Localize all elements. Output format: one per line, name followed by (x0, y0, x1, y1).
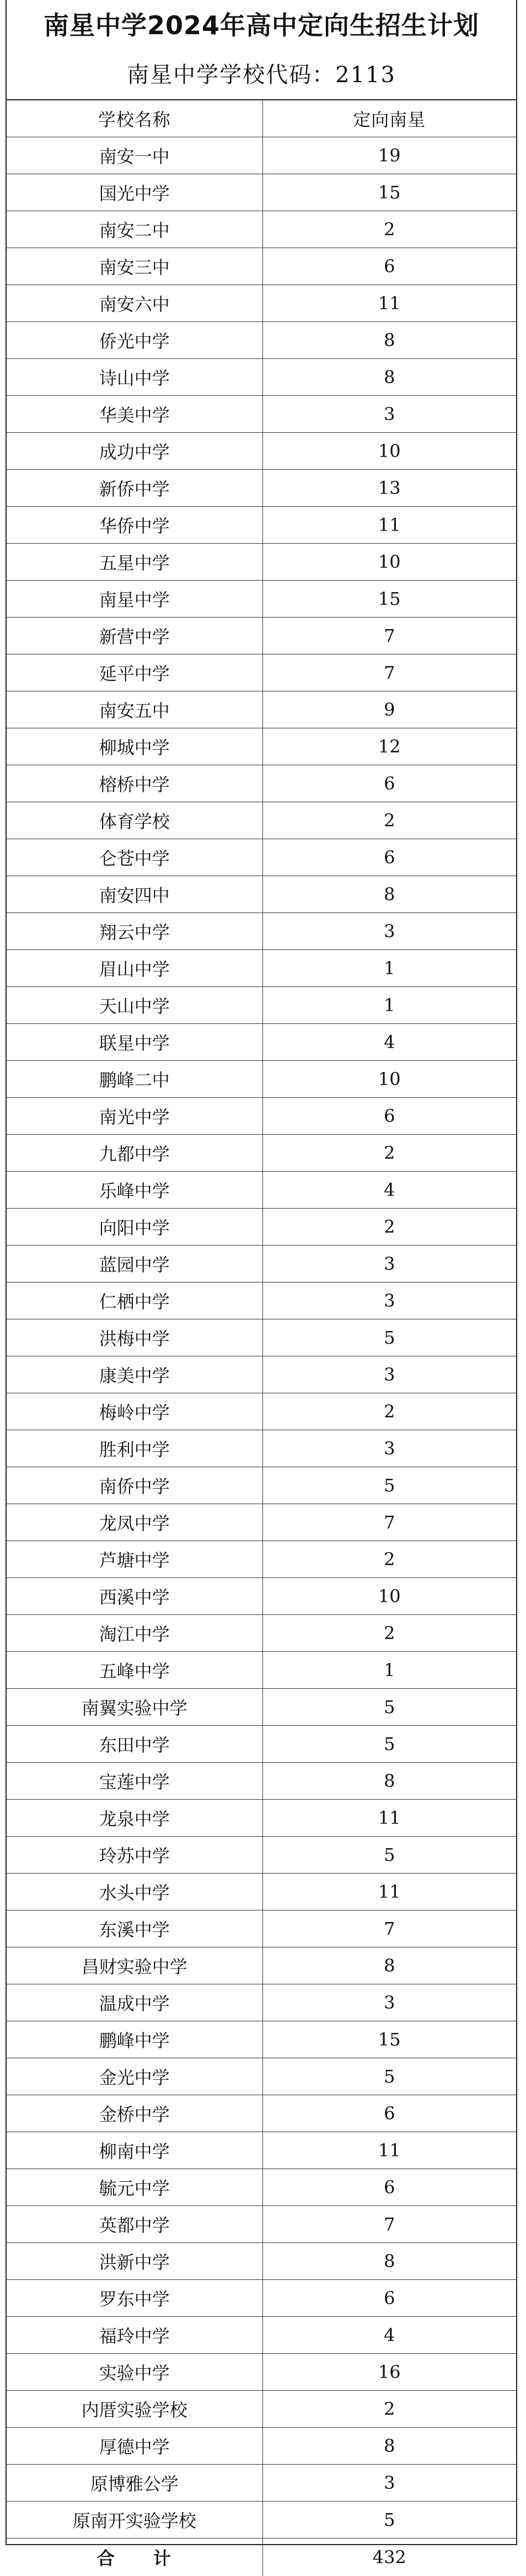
school-name-cell: 芦塘中学 (7, 1541, 262, 1578)
quota-cell: 2 (262, 1135, 516, 1172)
table-row (7, 1910, 516, 1947)
table-row (7, 2502, 516, 2539)
table-row (7, 2132, 516, 2169)
table-row (7, 1319, 516, 1356)
school-name-cell: 成功中学 (7, 433, 262, 470)
quota-cell: 6 (262, 2280, 516, 2317)
quota-cell: 12 (262, 728, 516, 765)
table-row (7, 2021, 516, 2058)
school-name-cell: 柳南中学 (7, 2132, 262, 2169)
table-row (7, 1024, 516, 1061)
quota-cell: 5 (262, 2058, 516, 2095)
school-name-cell: 金光中学 (7, 2058, 262, 2095)
quota-cell: 4 (262, 2317, 516, 2354)
quota-cell: 3 (262, 1984, 516, 2021)
school-name-cell: 东溪中学 (7, 1910, 262, 1947)
table-row (7, 507, 516, 544)
table-row (7, 2206, 516, 2243)
enrollment-table (7, 100, 516, 2576)
school-code-subtitle: 南星中学学校代码：2113 (7, 51, 516, 100)
quota-cell: 10 (262, 544, 516, 581)
table-row (7, 1578, 516, 1615)
school-name-cell: 金桥中学 (7, 2095, 262, 2132)
school-name-cell: 实验中学 (7, 2354, 262, 2391)
table-row (7, 728, 516, 765)
quota-cell: 2 (262, 1615, 516, 1652)
school-name-cell: 英都中学 (7, 2206, 262, 2243)
school-name-cell: 龙泉中学 (7, 1800, 262, 1837)
table-row (7, 1984, 516, 2021)
total-label: 合 计 (7, 2539, 262, 2576)
table-row (7, 2169, 516, 2206)
quota-cell: 15 (262, 174, 516, 211)
quota-cell: 3 (262, 1356, 516, 1393)
page-title: 南星中学2024年高中定向生招生计划 (7, 0, 516, 51)
quota-cell: 6 (262, 1098, 516, 1135)
quota-cell: 3 (262, 1282, 516, 1319)
quota-cell: 9 (262, 691, 516, 728)
quota-cell: 2 (262, 1209, 516, 1246)
quota-cell: 7 (262, 618, 516, 654)
quota-cell: 19 (262, 137, 516, 174)
school-name-cell: 九都中学 (7, 1135, 262, 1172)
table-row (7, 1282, 516, 1319)
school-name-cell: 福玲中学 (7, 2317, 262, 2354)
quota-cell: 3 (262, 1430, 516, 1467)
school-name-cell: 南光中学 (7, 1098, 262, 1135)
school-name-cell: 厚德中学 (7, 2428, 262, 2465)
table-row (7, 544, 516, 581)
school-name-cell: 东田中学 (7, 1726, 262, 1763)
table-row (7, 1541, 516, 1578)
quota-cell: 11 (262, 1800, 516, 1837)
quota-cell: 5 (262, 1837, 516, 1874)
quota-cell: 7 (262, 2206, 516, 2243)
school-name-cell: 梅岭中学 (7, 1393, 262, 1430)
school-name-cell: 南侨中学 (7, 1467, 262, 1504)
table-row (7, 2465, 516, 2502)
school-name-cell: 鹏峰中学 (7, 2021, 262, 2058)
quota-cell: 7 (262, 1504, 516, 1541)
school-name-cell: 南安四中 (7, 876, 262, 913)
table-row (7, 802, 516, 839)
school-name-cell: 柳城中学 (7, 728, 262, 765)
table-row (7, 1135, 516, 1172)
school-name-cell: 仁栖中学 (7, 1282, 262, 1319)
quota-cell: 2 (262, 211, 516, 248)
school-name-cell: 洪梅中学 (7, 1319, 262, 1356)
table-row (7, 2095, 516, 2132)
table-row (7, 2243, 516, 2280)
table-row (7, 211, 516, 248)
table-row (7, 913, 516, 950)
school-name-cell: 原南开实验学校 (7, 2502, 262, 2539)
quota-cell: 2 (262, 802, 516, 839)
school-name-cell: 南翼实验中学 (7, 1689, 262, 1726)
quota-cell: 8 (262, 2428, 516, 2465)
quota-cell: 15 (262, 581, 516, 618)
quota-cell: 3 (262, 1246, 516, 1282)
table-row (7, 137, 516, 174)
quota-cell: 8 (262, 322, 516, 359)
school-name-cell: 南安三中 (7, 248, 262, 285)
school-name-cell: 内厝实验学校 (7, 2391, 262, 2428)
table-row (7, 839, 516, 876)
school-name-cell: 洪新中学 (7, 2243, 262, 2280)
quota-cell: 4 (262, 1024, 516, 1061)
school-name-cell: 淘江中学 (7, 1615, 262, 1652)
quota-cell: 7 (262, 1910, 516, 1947)
table-row (7, 1172, 516, 1209)
table-row (7, 1209, 516, 1246)
quota-cell: 8 (262, 876, 516, 913)
table-row (7, 433, 516, 470)
school-name-cell: 体育学校 (7, 802, 262, 839)
school-name-cell: 翔云中学 (7, 913, 262, 950)
table-row (7, 1726, 516, 1763)
table-row (7, 1246, 516, 1282)
school-name-cell: 眉山中学 (7, 950, 262, 987)
table-header-row (7, 100, 516, 137)
quota-cell: 2 (262, 1541, 516, 1578)
school-name-cell: 南安五中 (7, 691, 262, 728)
table-row (7, 1763, 516, 1800)
quota-cell: 6 (262, 2095, 516, 2132)
quota-cell: 1 (262, 950, 516, 987)
quota-cell: 16 (262, 2354, 516, 2391)
school-name-cell: 蓝园中学 (7, 1246, 262, 1282)
school-name-cell: 新营中学 (7, 618, 262, 654)
school-name-cell: 胜利中学 (7, 1430, 262, 1467)
quota-cell: 5 (262, 2502, 516, 2539)
quota-cell: 8 (262, 2243, 516, 2280)
quota-cell: 10 (262, 1061, 516, 1098)
school-name-cell: 国光中学 (7, 174, 262, 211)
quota-cell: 4 (262, 1172, 516, 1209)
quota-cell: 11 (262, 2132, 516, 2169)
school-name-cell: 龙凤中学 (7, 1504, 262, 1541)
school-name-cell: 延平中学 (7, 654, 262, 691)
table-row (7, 2317, 516, 2354)
school-name-cell: 诗山中学 (7, 359, 262, 396)
table-row (7, 1652, 516, 1689)
school-name-cell: 南安一中 (7, 137, 262, 174)
table-row (7, 876, 516, 913)
table-row (7, 1800, 516, 1837)
table-row (7, 359, 516, 396)
table-row (7, 2058, 516, 2095)
school-name-cell: 五峰中学 (7, 1652, 262, 1689)
header-quota: 定向南星 (262, 100, 516, 137)
table-row (7, 1356, 516, 1393)
school-name-cell: 温成中学 (7, 1984, 262, 2021)
quota-cell: 11 (262, 507, 516, 544)
quota-cell: 6 (262, 2169, 516, 2206)
school-name-cell: 仑苍中学 (7, 839, 262, 876)
table-row (7, 950, 516, 987)
table-row (7, 1098, 516, 1135)
school-name-cell: 玲苏中学 (7, 1837, 262, 1874)
quota-cell: 8 (262, 359, 516, 396)
quota-cell: 6 (262, 248, 516, 285)
school-name-cell: 宝莲中学 (7, 1763, 262, 1800)
school-name-cell: 水头中学 (7, 1874, 262, 1910)
school-name-cell: 南星中学 (7, 581, 262, 618)
table-row (7, 1947, 516, 1984)
school-name-cell: 西溪中学 (7, 1578, 262, 1615)
table-row (7, 1689, 516, 1726)
quota-cell: 5 (262, 1689, 516, 1726)
enrollment-plan-document (6, 0, 517, 2545)
table-row (7, 765, 516, 802)
quota-cell: 1 (262, 1652, 516, 1689)
school-name-cell: 新侨中学 (7, 470, 262, 507)
total-row (7, 2539, 516, 2576)
table-body (7, 137, 516, 2539)
table-row (7, 2428, 516, 2465)
table-row (7, 691, 516, 728)
quota-cell: 7 (262, 654, 516, 691)
quota-cell: 15 (262, 2021, 516, 2058)
table-row (7, 2354, 516, 2391)
quota-cell: 6 (262, 765, 516, 802)
quota-cell: 8 (262, 1763, 516, 1800)
school-name-cell: 榕桥中学 (7, 765, 262, 802)
table-row (7, 1874, 516, 1910)
school-name-cell: 天山中学 (7, 987, 262, 1024)
school-name-cell: 原博雅公学 (7, 2465, 262, 2502)
quota-cell: 10 (262, 1578, 516, 1615)
table-row (7, 1837, 516, 1874)
table-row (7, 618, 516, 654)
table-row (7, 2391, 516, 2428)
school-name-cell: 向阳中学 (7, 1209, 262, 1246)
school-name-cell: 毓元中学 (7, 2169, 262, 2206)
table-row (7, 987, 516, 1024)
school-name-cell: 华美中学 (7, 396, 262, 433)
total-value: 432 (262, 2539, 516, 2576)
school-name-cell: 鹏峰二中 (7, 1061, 262, 1098)
quota-cell: 5 (262, 1467, 516, 1504)
quota-cell: 5 (262, 1319, 516, 1356)
table-row (7, 1504, 516, 1541)
table-row (7, 2280, 516, 2317)
quota-cell: 3 (262, 913, 516, 950)
school-name-cell: 侨光中学 (7, 322, 262, 359)
school-name-cell: 罗东中学 (7, 2280, 262, 2317)
quota-cell: 10 (262, 433, 516, 470)
table-row (7, 1393, 516, 1430)
quota-cell: 8 (262, 1947, 516, 1984)
school-name-cell: 南安二中 (7, 211, 262, 248)
table-row (7, 581, 516, 618)
quota-cell: 3 (262, 2465, 516, 2502)
table-row (7, 396, 516, 433)
table-row (7, 322, 516, 359)
table-row (7, 285, 516, 322)
school-name-cell: 联星中学 (7, 1024, 262, 1061)
table-row (7, 248, 516, 285)
table-row (7, 174, 516, 211)
table-row (7, 1615, 516, 1652)
school-name-cell: 五星中学 (7, 544, 262, 581)
school-name-cell: 昌财实验中学 (7, 1947, 262, 1984)
table-row (7, 1061, 516, 1098)
table-row (7, 1430, 516, 1467)
quota-cell: 11 (262, 285, 516, 322)
table-row (7, 470, 516, 507)
header-school-name: 学校名称 (7, 100, 262, 137)
quota-cell: 13 (262, 470, 516, 507)
quota-cell: 2 (262, 1393, 516, 1430)
quota-cell: 6 (262, 839, 516, 876)
school-name-cell: 华侨中学 (7, 507, 262, 544)
school-name-cell: 康美中学 (7, 1356, 262, 1393)
school-name-cell: 南安六中 (7, 285, 262, 322)
quota-cell: 2 (262, 2391, 516, 2428)
table-row (7, 654, 516, 691)
table-row (7, 1467, 516, 1504)
quota-cell: 3 (262, 396, 516, 433)
school-name-cell: 乐峰中学 (7, 1172, 262, 1209)
quota-cell: 1 (262, 987, 516, 1024)
quota-cell: 5 (262, 1726, 516, 1763)
quota-cell: 11 (262, 1874, 516, 1910)
